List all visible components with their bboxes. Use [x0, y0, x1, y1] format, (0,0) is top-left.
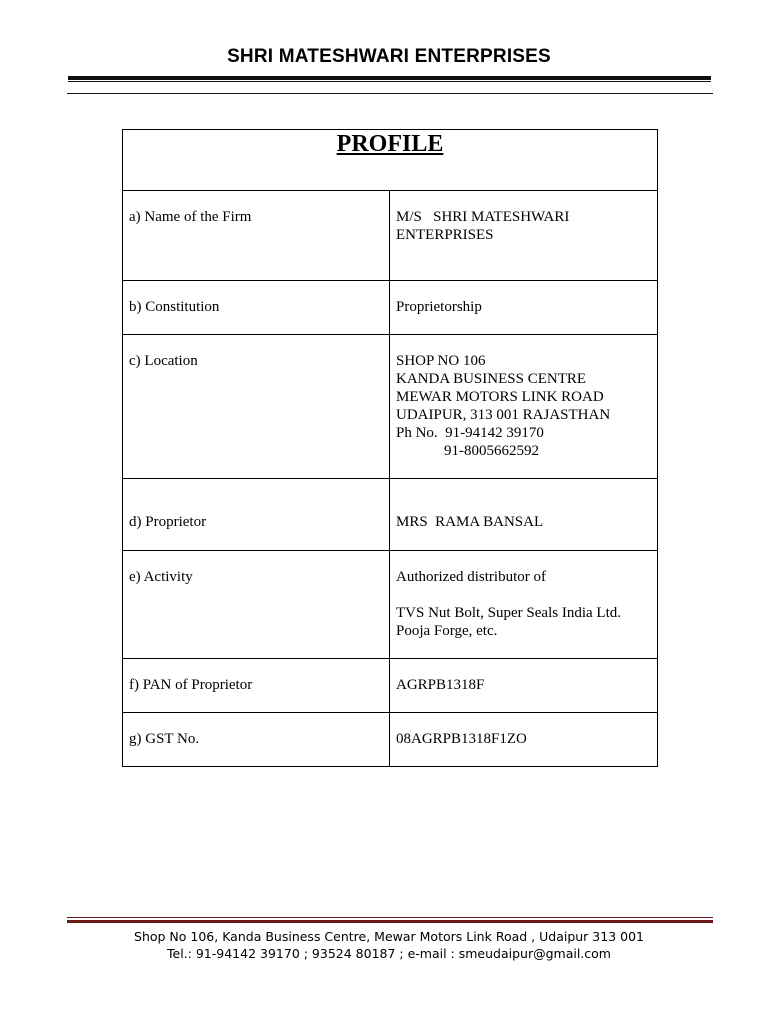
table-row-firm-name [123, 191, 658, 281]
footer-rule-thin [67, 917, 713, 918]
value-line: Proprietorship [396, 299, 482, 315]
footer-contact: Tel.: 91-94142 39170 ; 93524 80187 ; e-mail : smeudaipur@gmail.com [167, 946, 611, 961]
value-line: M/S SHRI MATESHWARI [396, 209, 570, 225]
value-line: ENTERPRISES [396, 227, 494, 243]
row-value [390, 335, 658, 479]
row-label: b) Constitution [123, 281, 390, 335]
profile-title-row [123, 130, 658, 191]
value-line: AGRPB1318F [396, 677, 485, 693]
value-line: SHOP NO 106 [396, 353, 486, 369]
value-line: MRS RAMA BANSAL [396, 514, 544, 530]
footer-rule-thick [67, 920, 713, 923]
row-label: c) Location [123, 335, 390, 479]
table-row-proprietor [123, 479, 658, 551]
row-label: f) PAN of Proprietor [123, 659, 390, 713]
value-line: KANDA BUSINESS CENTRE [396, 371, 587, 387]
table-row-location [123, 335, 658, 479]
value-line: Ph No. 91-94142 39170 [396, 425, 544, 441]
row-value [390, 191, 658, 281]
row-value [390, 659, 658, 713]
row-value [390, 551, 658, 659]
row-value [390, 479, 658, 551]
line-gap [396, 586, 651, 604]
value-line: 91-8005662592 [444, 443, 539, 459]
row-value [390, 281, 658, 335]
company-name-header: SHRI MATESHWARI ENTERPRISES [227, 46, 551, 67]
profile-title-cell [123, 130, 658, 191]
profile-title: PROFILE [336, 131, 444, 157]
row-label: a) Name of the Firm [123, 191, 390, 281]
row-value [390, 713, 658, 767]
header-rule-thick [68, 76, 711, 80]
header-rule-thin [68, 81, 711, 82]
value-line: Authorized distributor of [396, 569, 546, 585]
value-line: UDAIPUR, 313 001 RAJASTHAN [396, 407, 611, 423]
table-row-pan [123, 659, 658, 713]
table-row-activity [123, 551, 658, 659]
table-row-gst [123, 713, 658, 767]
value-line: Pooja Forge, etc. [396, 623, 498, 639]
table-row-constitution [123, 281, 658, 335]
value-line: 08AGRPB1318F1ZO [396, 731, 527, 747]
row-label: d) Proprietor [123, 479, 390, 551]
value-line: TVS Nut Bolt, Super Seals India Ltd. [396, 605, 621, 621]
value-line: MEWAR MOTORS LINK ROAD [396, 389, 604, 405]
header-rule-lower [67, 93, 713, 94]
footer-address: Shop No 106, Kanda Business Centre, Mewar Motors Link Road , Udaipur 313 001 [134, 929, 644, 944]
row-label: g) GST No. [123, 713, 390, 767]
profile-table [122, 129, 658, 767]
row-label: e) Activity [123, 551, 390, 659]
